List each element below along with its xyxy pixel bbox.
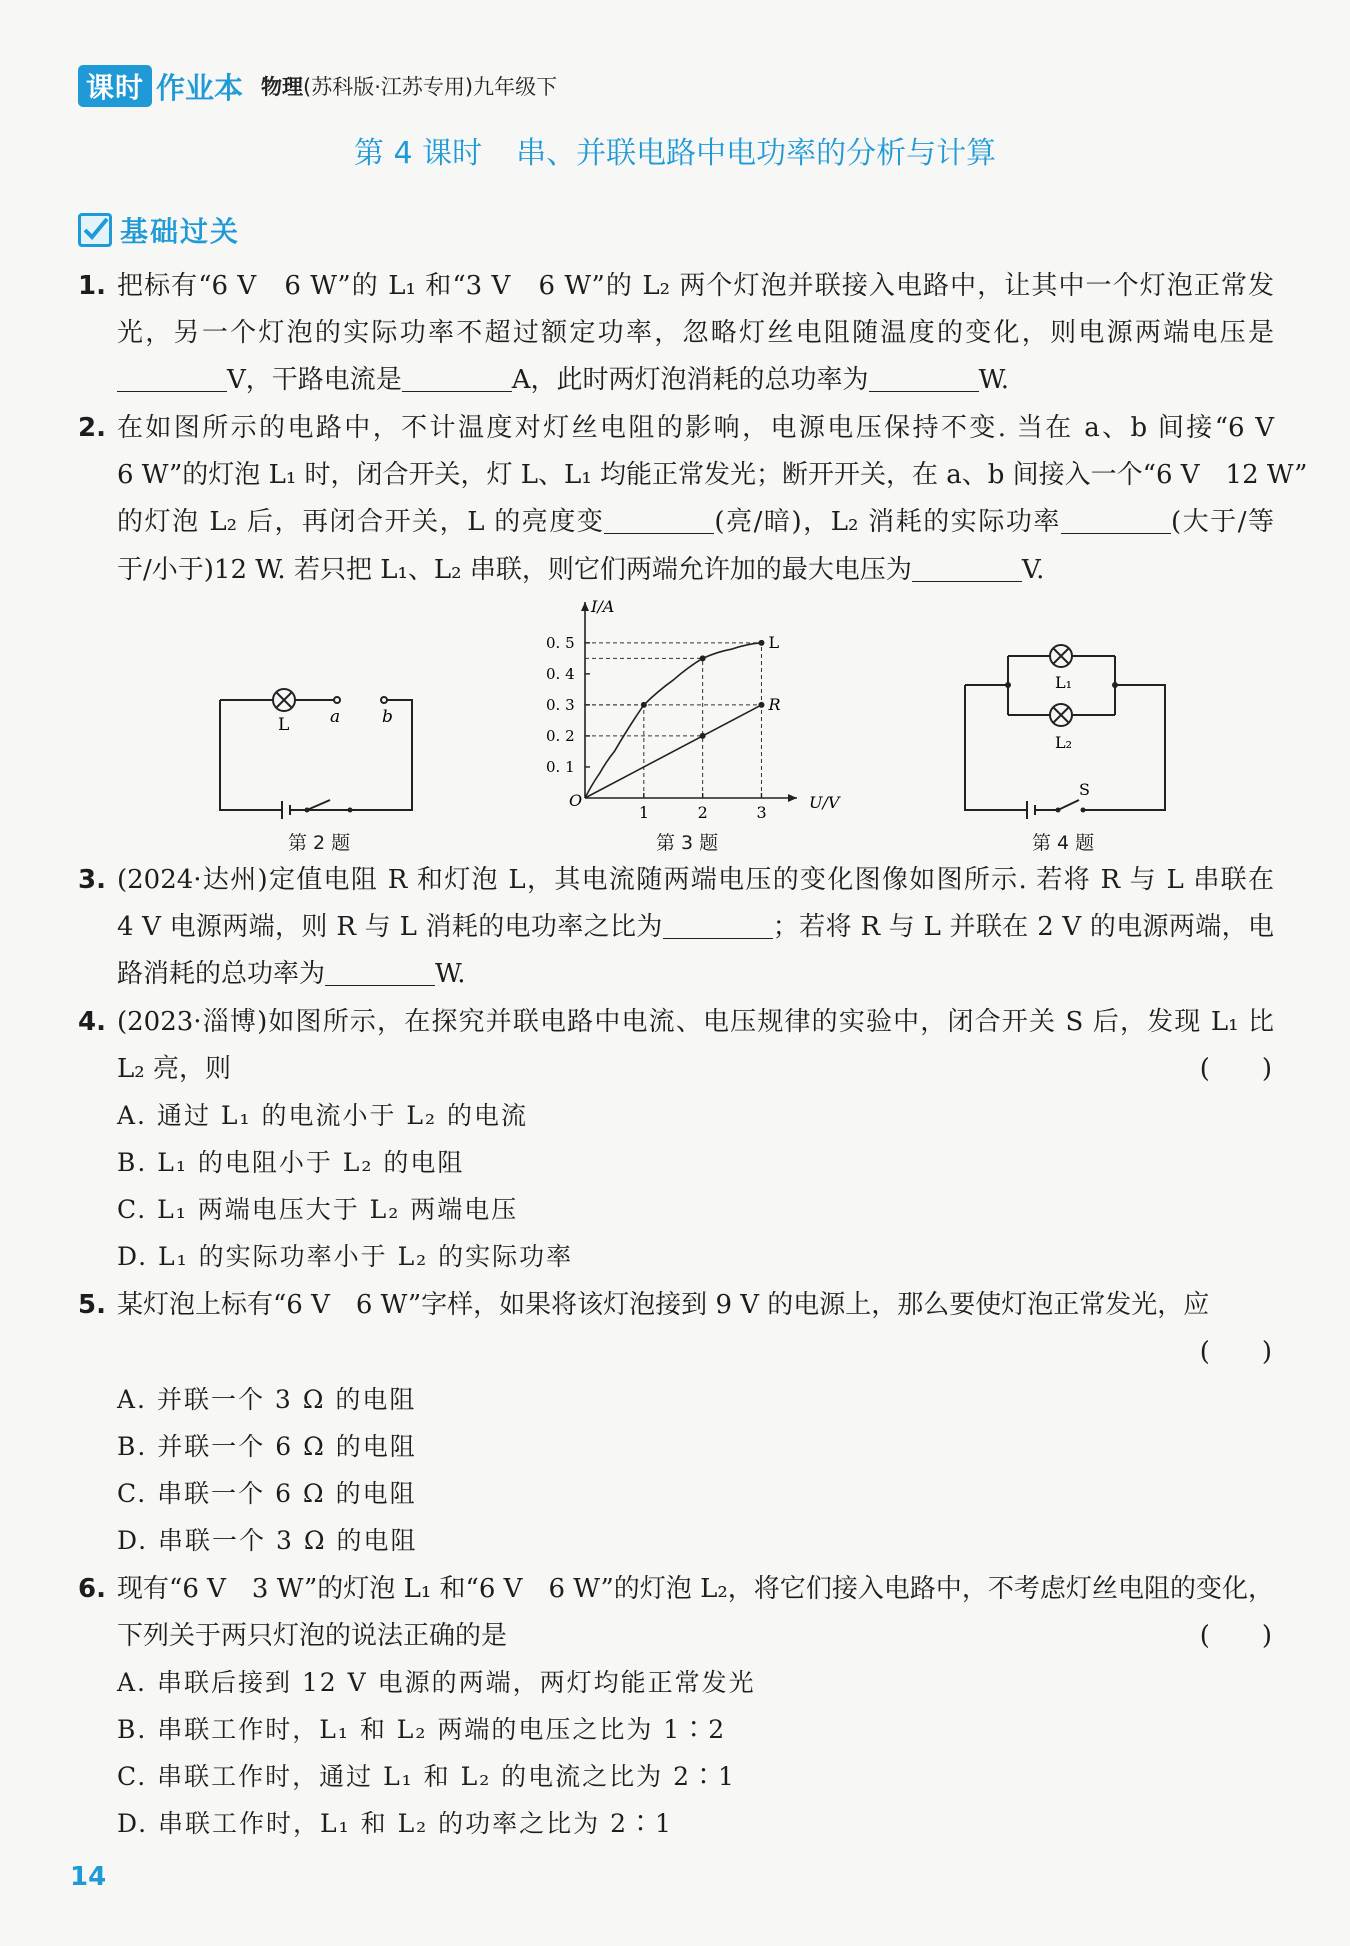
question-4-number: 4. bbox=[78, 1007, 106, 1037]
question-2-line-3: 的灯泡 L₂ 后，再闭合开关，L 的亮度变 (亮/暗)，L₂ 消耗的实际功率 (大于/等 bbox=[117, 507, 1275, 537]
figure-2-caption: 第 2 题 bbox=[288, 832, 351, 854]
figure-4-caption: 第 4 题 bbox=[1032, 832, 1095, 854]
checkbox-icon bbox=[78, 213, 112, 247]
book-header bbox=[78, 66, 557, 106]
page-number: 14 bbox=[70, 1862, 107, 1892]
question-5-option-a[interactable]: A. 并联一个 3 Ω 的电阻 bbox=[117, 1385, 417, 1414]
figure-3-chart bbox=[545, 597, 840, 828]
section-label: 基础过关 bbox=[120, 215, 241, 248]
series-label-R: R bbox=[768, 694, 781, 714]
question-3-line-3: 路消耗的总功率为 W. bbox=[117, 959, 466, 989]
x-tick-label: 1 bbox=[638, 803, 650, 822]
y-axis-label: I/A bbox=[591, 597, 615, 616]
question-4-option-a[interactable]: A. 通过 L₁ 的电流小于 L₂ 的电流 bbox=[117, 1101, 528, 1130]
answer-blank[interactable] bbox=[1061, 505, 1171, 534]
x-axis-arrow-icon bbox=[788, 794, 797, 802]
figure-4-circuit bbox=[955, 640, 1175, 820]
answer-blank[interactable] bbox=[117, 363, 227, 392]
question-4-line-2: L₂ 亮，则 bbox=[117, 1054, 231, 1084]
lamp-L2-label: L₂ bbox=[1055, 733, 1073, 752]
question-5-number: 5. bbox=[78, 1290, 106, 1320]
question-3-line-2: 4 V 电源两端，则 R 与 L 消耗的电功率之比为 ；若将 R 与 L 并联在 2 V 的电源两端，电 bbox=[117, 912, 1275, 942]
question-6-option-d[interactable]: D. 串联工作时，L₁ 和 L₂ 的功率之比为 2∶1 bbox=[117, 1809, 673, 1838]
book-edition: (苏科版·江苏专用)九年级下 bbox=[303, 75, 558, 99]
lesson-number: 第 4 课时 bbox=[353, 136, 483, 171]
brand-logo: 课时 bbox=[78, 65, 152, 107]
book-subject: 物理 bbox=[261, 75, 304, 99]
question-1-number: 1. bbox=[78, 271, 106, 301]
switch-S-label: S bbox=[1079, 780, 1090, 799]
brand-name: 作业本 bbox=[156, 70, 244, 105]
data-point bbox=[758, 702, 764, 708]
question-2-line-1: 在如图所示的电路中，不计温度对灯丝电阻的影响，电源电压保持不变. 当在 a、b 间接“6 V bbox=[117, 413, 1274, 443]
figure-2-circuit bbox=[210, 680, 430, 820]
question-5-option-c[interactable]: C. 串联一个 6 Ω 的电阻 bbox=[117, 1479, 417, 1508]
question-3-number: 3. bbox=[78, 865, 106, 895]
question-4-option-b[interactable]: B. L₁ 的电阻小于 L₂ 的电阻 bbox=[117, 1148, 465, 1177]
x-tick-label: 3 bbox=[756, 803, 767, 822]
answer-parentheses[interactable]: ( ) bbox=[1199, 1054, 1272, 1084]
y-tick-label: 0. 5 bbox=[546, 633, 575, 652]
terminal-b-label: b bbox=[382, 707, 393, 727]
series-line-R bbox=[585, 705, 761, 798]
data-point bbox=[758, 640, 764, 646]
question-4-option-d[interactable]: D. L₁ 的实际功率小于 L₂ 的实际功率 bbox=[117, 1242, 574, 1271]
lamp-L-label: L bbox=[278, 715, 290, 735]
question-6-line-1: 现有“6 V 3 W”的灯泡 L₁ 和“6 V 6 W”的灯泡 L₂，将它们接入电路中，不考虑灯丝电阻的变化， bbox=[117, 1574, 1274, 1604]
section-header bbox=[78, 210, 240, 250]
question-5-option-d[interactable]: D. 串联一个 3 Ω 的电阻 bbox=[117, 1526, 418, 1555]
y-tick-label: 0. 4 bbox=[546, 664, 575, 683]
answer-blank[interactable] bbox=[869, 363, 979, 392]
question-2-number: 2. bbox=[78, 413, 106, 443]
y-tick-label: 0. 2 bbox=[546, 726, 575, 745]
answer-parentheses[interactable]: ( ) bbox=[1199, 1621, 1272, 1651]
lesson-name: 串、并联电路中电功率的分析与计算 bbox=[516, 136, 997, 171]
origin-label: O bbox=[569, 791, 583, 810]
question-1-line-2: 光，另一个灯泡的实际功率不超过额定功率，忽略灯丝电阻随温度的变化，则电源两端电压是 bbox=[117, 318, 1274, 348]
data-point bbox=[641, 702, 647, 708]
answer-blank[interactable] bbox=[402, 363, 512, 392]
series-line-L bbox=[585, 643, 761, 798]
terminal-a-label: a bbox=[330, 707, 341, 727]
question-1-line-3: V，干路电流是 A，此时两灯泡消耗的总功率为 W. bbox=[117, 362, 1009, 398]
question-6-option-b[interactable]: B. 串联工作时，L₁ 和 L₂ 两端的电压之比为 1∶2 bbox=[117, 1715, 727, 1744]
question-6-option-c[interactable]: C. 串联工作时，通过 L₁ 和 L₂ 的电流之比为 2∶1 bbox=[117, 1762, 736, 1791]
question-2-line-4: 于/小于)12 W. 若只把 L₁、L₂ 串联，则它们两端允许加的最大电压为 V. bbox=[117, 555, 1045, 585]
question-4-line-1: (2023·淄博)如图所示，在探究并联电路中电流、电压规律的实验中，闭合开关 S 后，发现 L₁ 比 bbox=[117, 1007, 1274, 1037]
answer-blank[interactable] bbox=[325, 957, 435, 986]
data-point bbox=[700, 733, 706, 739]
question-4-option-c[interactable]: C. L₁ 两端电压大于 L₂ 两端电压 bbox=[117, 1195, 519, 1224]
series-label-L: L bbox=[768, 632, 780, 652]
question-1-line-1: 把标有“6 V 6 W”的 L₁ 和“3 V 6 W”的 L₂ 两个灯泡并联接入电路中，让其中一个灯泡正常发 bbox=[117, 271, 1274, 301]
answer-parentheses[interactable]: ( ) bbox=[1199, 1337, 1272, 1367]
answer-blank[interactable] bbox=[604, 505, 714, 534]
lesson-title bbox=[0, 128, 1350, 172]
y-tick-label: 0. 3 bbox=[546, 695, 575, 714]
x-axis-label: U/V bbox=[809, 793, 840, 812]
question-3-line-1: (2024·达州)定值电阻 R 和灯泡 L，其电流随两端电压的变化图像如图所示. 若将 R 与 L 串联在 bbox=[117, 865, 1274, 895]
lamp-L1-label: L₁ bbox=[1055, 673, 1073, 692]
answer-blank[interactable] bbox=[912, 553, 1022, 582]
question-5-line-1: 某灯泡上标有“6 V 6 W”字样，如果将该灯泡接到 9 V 的电源上，那么要使灯泡正常发光，应 bbox=[117, 1290, 1210, 1320]
y-axis-arrow-icon bbox=[581, 602, 589, 611]
y-tick-label: 0. 1 bbox=[546, 757, 575, 776]
question-2-line-2: 6 W”的灯泡 L₁ 时，闭合开关，灯 L、L₁ 均能正常发光；断开开关，在 a、b 间接入一个“6 V 12 W” bbox=[117, 460, 1308, 490]
question-5-option-b[interactable]: B. 并联一个 6 Ω 的电阻 bbox=[117, 1432, 417, 1461]
question-6-number: 6. bbox=[78, 1574, 106, 1604]
figure-3-caption: 第 3 题 bbox=[656, 832, 719, 854]
x-tick-label: 2 bbox=[697, 803, 708, 822]
data-point bbox=[700, 655, 706, 661]
question-6-option-a[interactable]: A. 串联后接到 12 V 电源的两端，两灯均能正常发光 bbox=[117, 1668, 756, 1697]
book-info bbox=[261, 71, 557, 101]
answer-blank[interactable] bbox=[663, 910, 773, 939]
question-6-line-2: 下列关于两只灯泡的说法正确的是 bbox=[117, 1621, 508, 1651]
